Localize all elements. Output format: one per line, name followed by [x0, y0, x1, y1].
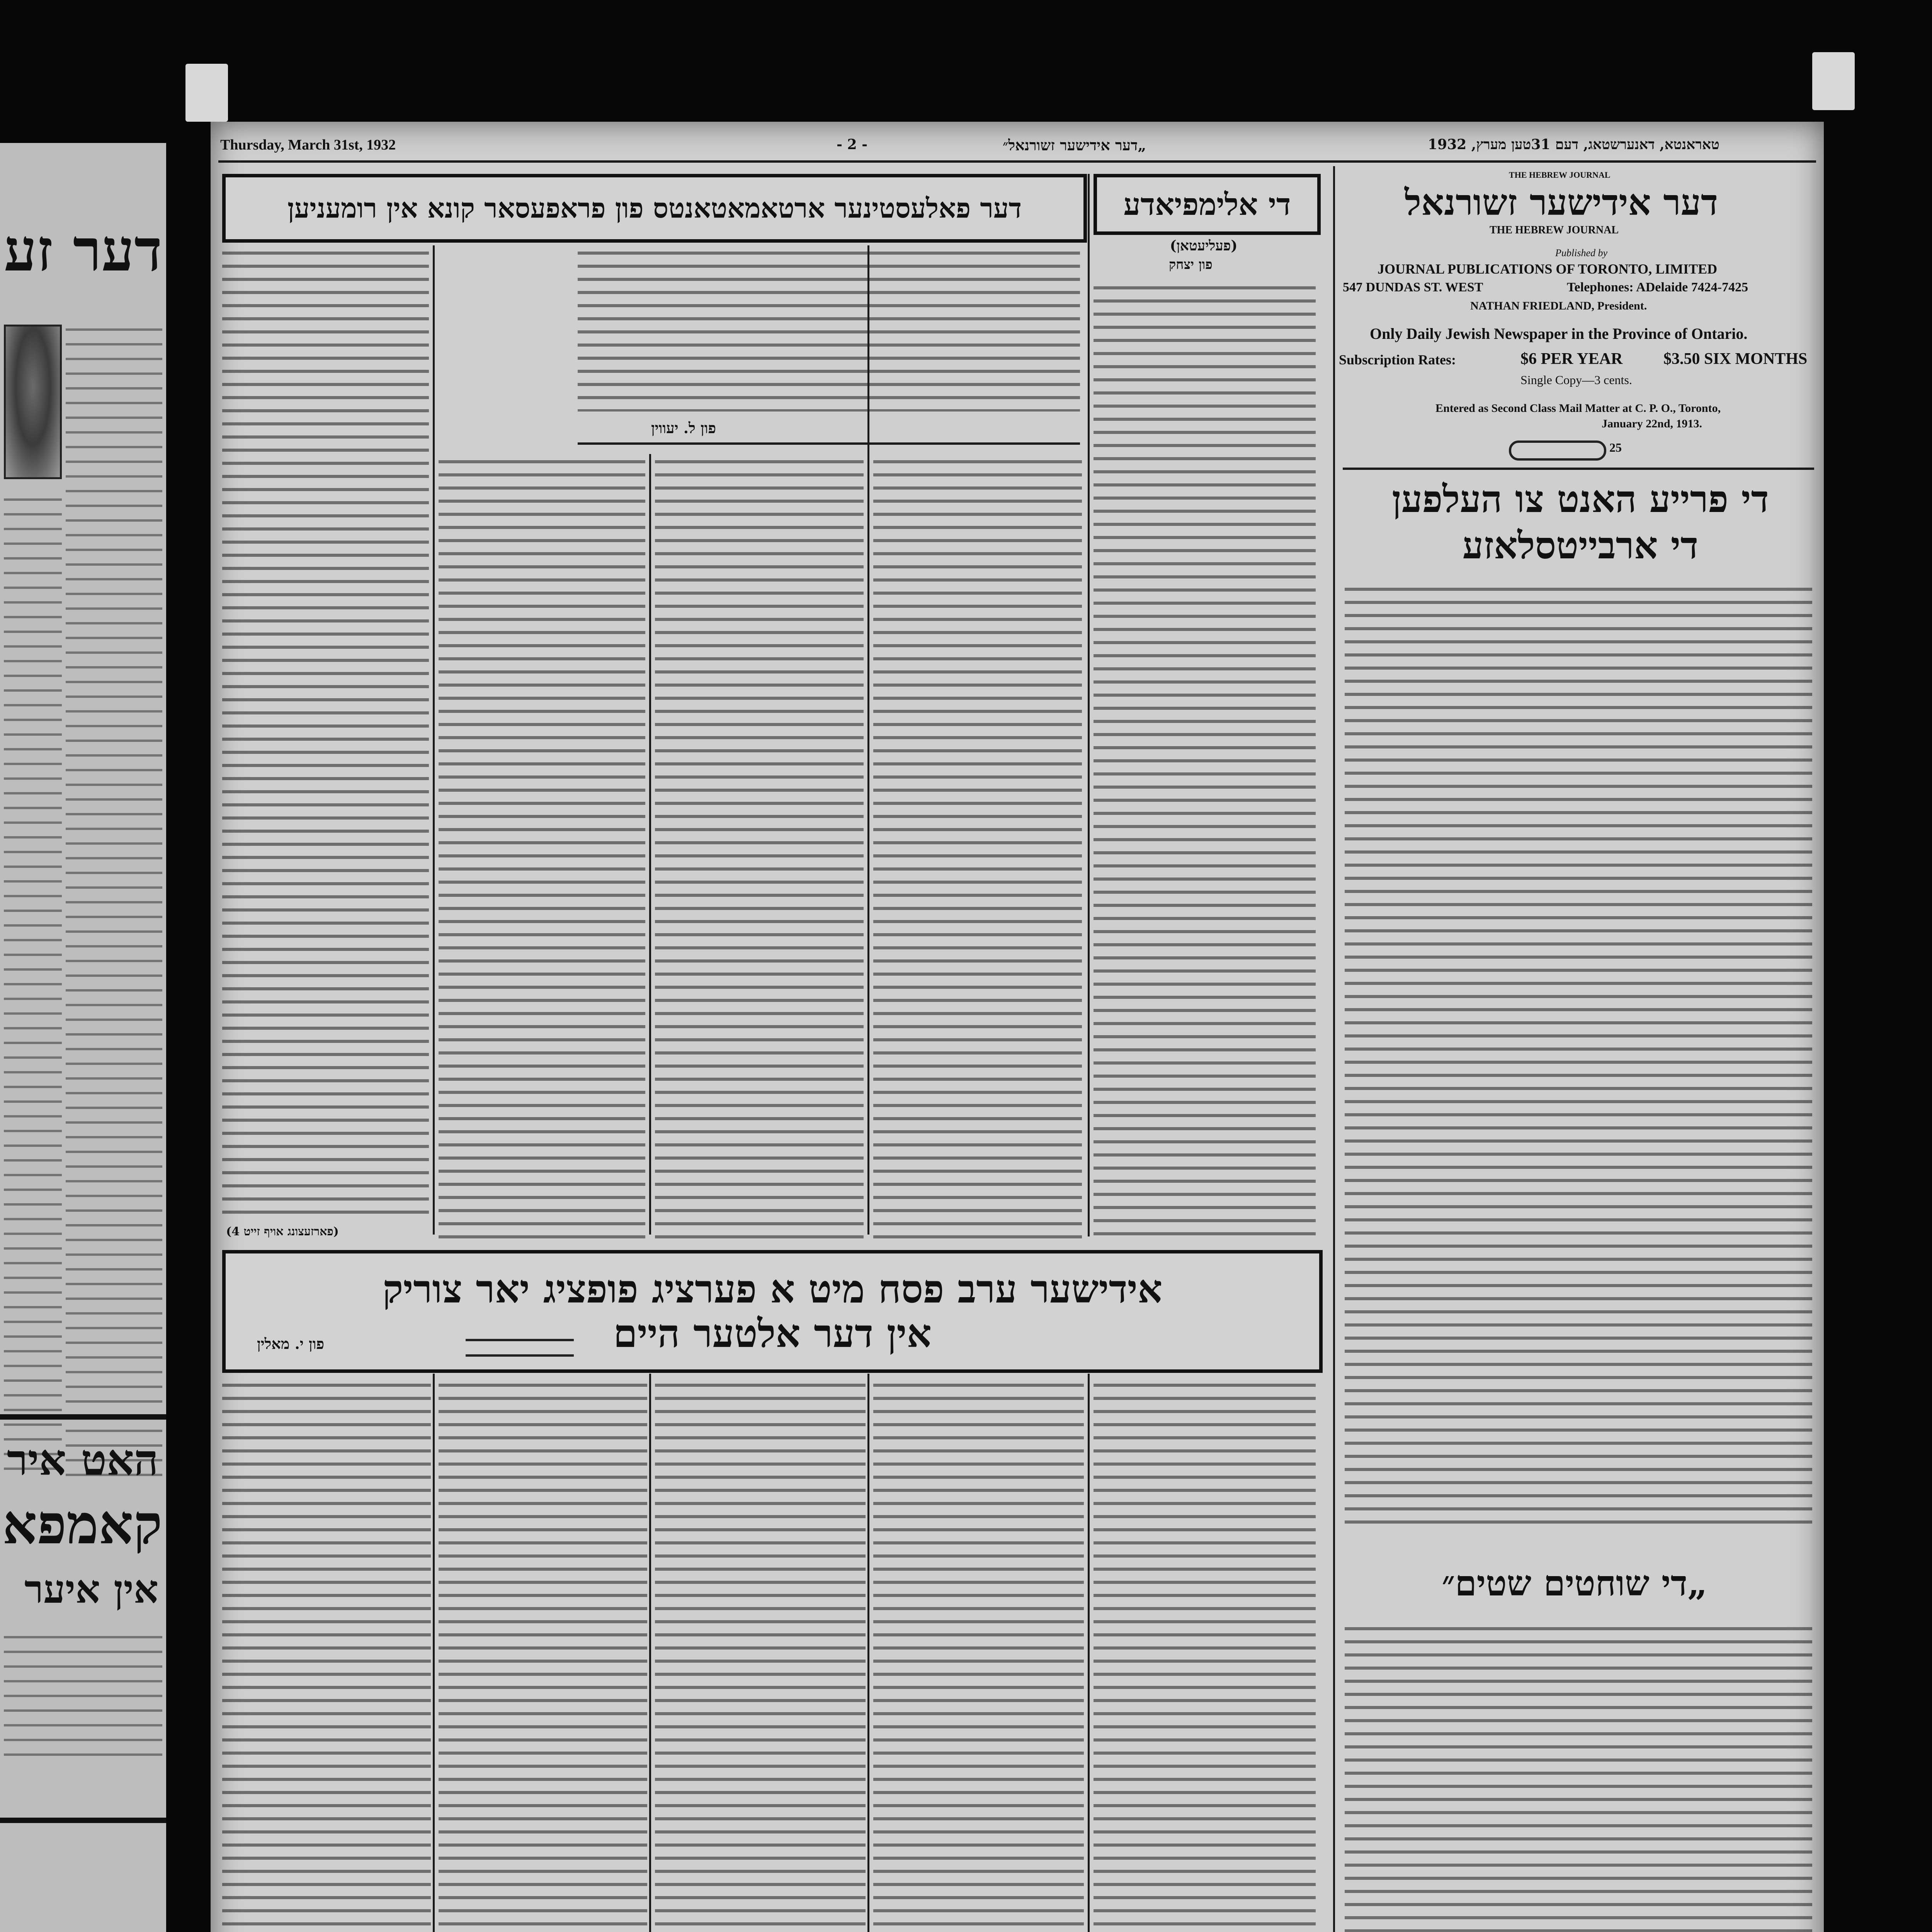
column-rule [1088, 1374, 1090, 1932]
left-header-fragment: דער זע [4, 216, 162, 284]
pesach-body-text [439, 1378, 647, 1932]
shochtim-headline: „די שוחטים שטים״ [1442, 1563, 1708, 1604]
olimpiade-body-text [1094, 280, 1316, 1238]
olimpiade-headline-box [1094, 174, 1321, 235]
left-page-fragment [0, 143, 166, 1932]
masthead-subtitle: THE HEBREW JOURNAL [1490, 224, 1619, 236]
left-column-text [66, 321, 162, 1480]
pesach-author: פון י. מאלין [257, 1335, 325, 1352]
pesach-body-text [655, 1378, 866, 1932]
palestine-author: פון ל. יעווין [651, 419, 716, 437]
postal-entry-date: January 22nd, 1913. [1602, 417, 1702, 430]
header-date-english: Thursday, March 31st, 1932 [220, 137, 396, 153]
subscription-rate-year: $6 PER YEAR [1520, 350, 1623, 368]
publisher-name: JOURNAL PUBLICATIONS OF TORONTO, LIMITED [1378, 261, 1718, 277]
masthead [1339, 170, 1814, 464]
masthead-small-title: THE HEBREW JOURNAL [1509, 170, 1611, 180]
editorial-body-text [1345, 582, 1812, 1528]
header-page-number: - 2 - [837, 136, 868, 153]
column-rule [578, 442, 1080, 445]
editorial-headline: די ארבייטסלאזע [1462, 524, 1699, 567]
header-date-yiddish: טאראנטא, דאנערשטאג, דעם 31טען מערץ, 1932 [1428, 136, 1719, 153]
palestine-lead-text [578, 245, 1080, 412]
postal-entry-line: Entered as Second Class Mail Matter at C. P. O., Toronto, [1435, 402, 1721, 415]
ad-line: קאמפא [2, 1493, 162, 1556]
left-column-text [4, 491, 62, 1480]
left-advertisement [0, 1414, 166, 1823]
decorative-ornament [466, 1339, 574, 1357]
column-rule [433, 1374, 435, 1932]
palestine-headline: דער פאלעסטינער ארטאמאטאנטס פון פראפעסאר קונא אין רומעניען [287, 192, 1022, 224]
column-rule [1343, 468, 1814, 470]
palestine-body-text [439, 454, 645, 1238]
shochtim-body-text [1345, 1621, 1812, 1932]
header-rule [218, 160, 1816, 163]
pesach-headline-box [222, 1250, 1323, 1373]
publisher-telephones: Telephones: ADelaide 7424-7425 [1567, 280, 1748, 294]
union-label-number: 25 [1609, 440, 1622, 454]
column-rule [867, 1374, 869, 1932]
column-rule [433, 245, 435, 1235]
olimpiade-headline: די אלימפיאדע [1123, 187, 1291, 222]
palestine-body-text [655, 454, 864, 1238]
column-rule [649, 1374, 651, 1932]
column-rule [1088, 174, 1090, 1236]
editorial-headline: די פרייע האנט צו העלפען [1392, 477, 1769, 521]
ad-line: אין איער [24, 1566, 158, 1612]
olimpiade-subtitle: (פעליעטאן) [1170, 238, 1238, 254]
olimpiade-author: פון יצחק [1169, 257, 1213, 272]
palestine-body-text [222, 245, 429, 1223]
publisher-president: NATHAN FRIEDLAND, President. [1470, 299, 1647, 312]
pesach-headline: אין דער אלטער היים [613, 1311, 932, 1356]
union-label-stamp [1509, 440, 1606, 461]
single-copy-price: Single Copy—3 cents. [1520, 373, 1632, 387]
subscription-rate-six-months: $3.50 SIX MONTHS [1663, 350, 1808, 368]
publisher-label: Published by [1555, 247, 1608, 259]
palestine-headline-box [222, 174, 1087, 243]
masthead-tagline: Only Daily Jewish Newspaper in the Province of Ontario. [1370, 325, 1748, 342]
masthead-title-yiddish: דער אידישער זשורנאל [1405, 182, 1718, 223]
newspaper-page [211, 122, 1824, 1932]
pesach-body-text [873, 1378, 1084, 1932]
header-running-title: „דער אידישער זשורנאל״ [1003, 136, 1146, 154]
subscription-label: Subscription Rates: [1339, 352, 1456, 367]
palestine-body-text [873, 454, 1082, 1238]
continued-note: (פארזעצונג אויף זייט 4) [226, 1225, 339, 1238]
column-rule [1333, 166, 1335, 1932]
column-rule [649, 454, 651, 1235]
ad-line: האט איר [7, 1435, 158, 1485]
pesach-body-text [222, 1378, 431, 1932]
portrait-photo [4, 325, 62, 479]
column-rule [867, 245, 869, 1235]
ad-body-text [4, 1628, 162, 1767]
film-sprocket-tab [1812, 52, 1855, 110]
publisher-address: 547 DUNDAS ST. WEST [1343, 280, 1483, 294]
film-sprocket-tab [185, 64, 228, 122]
pesach-body-text [1094, 1378, 1316, 1932]
pesach-headline: אידישער ערב פסח מיט א פערציג פופציג יאר צוריק [382, 1266, 1163, 1312]
